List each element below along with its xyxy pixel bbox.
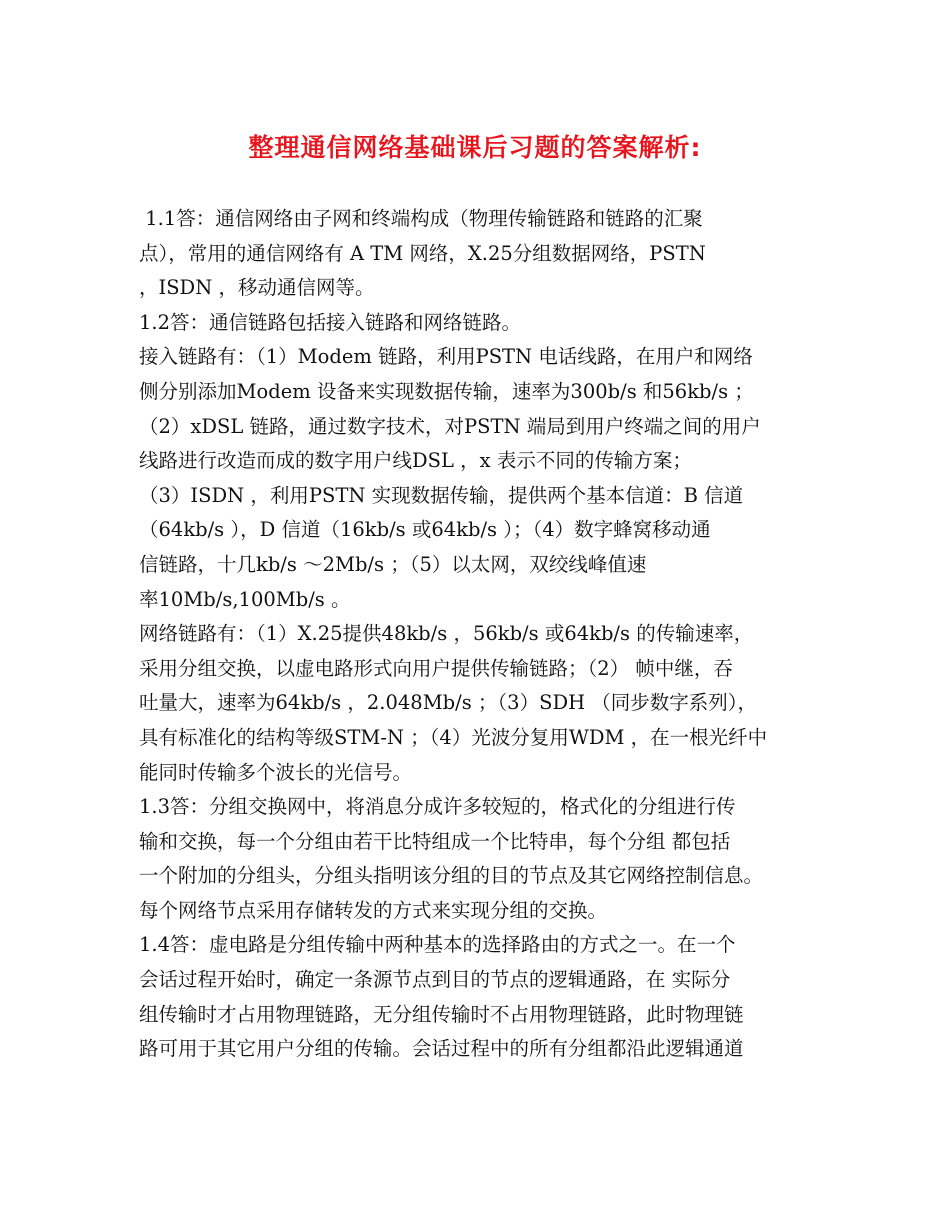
text-line: 采用分组交换，以虚电路形式向用户提供传输链路；（2） 帧中继，吞 bbox=[139, 656, 733, 680]
text-line: 1.4答：虚电路是分组传输中两种基本的选择路由的方式之一。在一个 bbox=[139, 933, 736, 957]
text-line: （64kb/s ），D 信道（16kb/s 或64kb/s ）；（4）数字蜂窝移动通 bbox=[139, 518, 711, 542]
text-line: 会话过程开始时，确定一条源节点到目的节点的逻辑通路，在 实际分 bbox=[139, 968, 731, 992]
text-line: 率10Mb/s,100Mb/s 。 bbox=[139, 587, 351, 611]
text-line: （2）xDSL 链路，通过数字技术，对PSTN 端局到用户终端之间的用户 bbox=[139, 414, 761, 438]
text-line: 1.3答：分组交换网中，将消息分成许多较短的，格式化的分组进行传 bbox=[139, 795, 736, 819]
text-line: 每个网络节点采用存储转发的方式来实现分组的交换。 bbox=[139, 898, 608, 922]
text-line: 一个附加的分组头，分组头指明该分组的目的节点及其它网络控制信息。 bbox=[139, 864, 764, 888]
text-line: 1.1答：通信网络由子网和终端构成（物理传输链路和链路的汇聚 bbox=[139, 207, 703, 230]
text-line: 吐量大，速率为64kb/s ，2.048Mb/s ；（3）SDH （同步数字系列）， bbox=[139, 691, 758, 715]
page-title: 整理通信网络基础课后习题的答案解析: bbox=[248, 133, 702, 162]
text-line: （3）ISDN ，利用PSTN 实现数据传输，提供两个基本信道：B 信道 bbox=[139, 483, 744, 507]
text-line: 侧分别添加Modem 设备来实现数据传输，速率为300b/s 和56kb/s ； bbox=[139, 379, 754, 403]
text-line: 线路进行改造而成的数字用户线DSL ，x 表示不同的传输方案； bbox=[139, 449, 692, 473]
text-line: 输和交换，每一个分组由若干比特组成一个比特串，每个分组 都包括 bbox=[139, 829, 731, 853]
text-line: 1.2答：通信链路包括接入链路和网络链路。 bbox=[139, 310, 522, 334]
text-line: ，ISDN ，移动通信网等。 bbox=[139, 276, 375, 300]
text-line: 能同时传输多个波长的光信号。 bbox=[139, 760, 413, 784]
text-line: 网络链路有：（1）X.25提供48kb/s ，56kb/s 或64kb/s 的传输速率， bbox=[139, 622, 754, 646]
text-line: 具有标准化的结构等级STM-N ；（4）光波分复用WDM ，在一根光纤中 bbox=[139, 725, 768, 749]
text-line: 点），常用的通信网络有 A TM 网络，X.25分组数据网络，PSTN bbox=[139, 241, 706, 265]
text-line: 信链路，十几kb/s ～2Mb/s ；（5）以太网，双绞线峰值速 bbox=[139, 552, 647, 576]
text-line: 组传输时才占用物理链路，无分组传输时不占用物理链路，此时物理链 bbox=[139, 1002, 744, 1026]
body-text bbox=[139, 202, 825, 1067]
text-line: 路可用于其它用户分组的传输。会话过程中的所有分组都沿此逻辑通道 bbox=[139, 1037, 744, 1061]
text-line: 接入链路有：（1）Modem 链路，利用PSTN 电话线路，在用户和网络 bbox=[139, 345, 753, 369]
